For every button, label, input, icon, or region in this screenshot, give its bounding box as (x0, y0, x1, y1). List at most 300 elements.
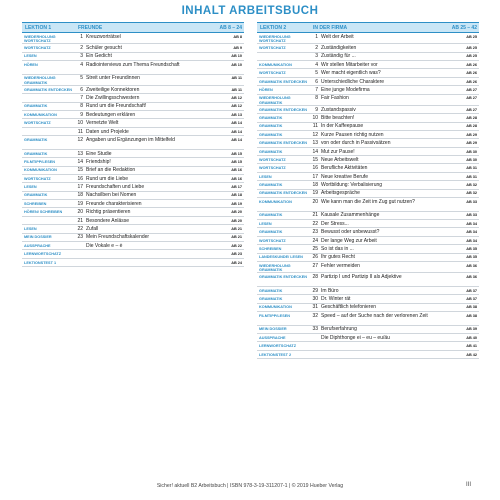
page-ref: AB 17 (231, 185, 242, 190)
page-ref: AB 11 (231, 87, 242, 92)
exercise-title: Berufliche Aktivitäten (321, 165, 368, 172)
exercise-number: 16 (312, 165, 318, 172)
exercise-title: Bitte beachten! (321, 114, 355, 121)
lesson-rows (257, 33, 479, 359)
category-label: KOMMUNIKATION (24, 112, 57, 117)
toc-row (257, 53, 479, 61)
category-label: KOMMUNIKATION (24, 168, 57, 173)
toc-row (22, 150, 244, 158)
page-ref: AB 25 (466, 54, 477, 59)
page-ref: AB 10 (231, 54, 242, 59)
page-ref: AB 34 (466, 221, 477, 226)
exercise-title: Bewusst oder unbewusst? (321, 229, 380, 236)
exercise-number: 7 (80, 94, 83, 101)
page-ref: AB 33 (466, 199, 477, 204)
exercise-number: 5 (80, 75, 83, 82)
toc-row (257, 304, 479, 312)
toc-row (257, 173, 479, 181)
exercise-title: Eine Studie (86, 150, 112, 157)
page-ref: AB 12 (231, 104, 242, 109)
toc-row (257, 228, 479, 236)
exercise-number: 14 (77, 158, 83, 165)
exercise-number: 23 (312, 229, 318, 236)
page-ref: AB 39 (466, 327, 477, 332)
toc-row (22, 111, 244, 119)
exercise-number: 31 (312, 304, 318, 311)
category-label: WORTSCHATZ (24, 121, 51, 126)
exercise-number: 10 (77, 120, 83, 127)
toc-row (257, 131, 479, 139)
category-label: AUSSPRACHE (259, 335, 286, 340)
category-label: GRAMMATIK (24, 104, 48, 109)
category-label: LESEN (259, 174, 272, 179)
category-label: WORTSCHATZ (259, 46, 286, 50)
exercise-title: Zweiteilige Konnektoren (86, 86, 140, 93)
exercise-title: Freundschaften und Liebe (86, 184, 145, 191)
page-ref: AB 15 (231, 151, 242, 156)
exercise-title: Wer macht eigentlich was? (321, 70, 381, 77)
toc-row (22, 136, 244, 150)
category-label: GRAMMATIK ENTDECKEN (259, 79, 308, 84)
page-ref: AB 9 (233, 46, 242, 50)
exercise-number: 18 (312, 182, 318, 189)
page-ref: AB 26 (466, 79, 477, 84)
page-ref: AB 34 (466, 238, 477, 243)
exercise-number: 20 (312, 198, 318, 205)
page-ref: AB 20 (231, 218, 242, 223)
page-ref: AB 40 (466, 335, 477, 340)
right-column (257, 22, 479, 359)
page-ref: AB 29 (466, 141, 477, 146)
category-label: KOMMUNIKATION (259, 62, 292, 67)
page-ref: AB 37 (466, 288, 477, 293)
category-label: GRAMMATIK (259, 149, 283, 154)
category-label: GRAMMATIK ENTDECKEN (259, 107, 308, 112)
toc-row (22, 217, 244, 225)
exercise-title: Zuständigkeiten (321, 45, 357, 51)
exercise-number: 7 (315, 86, 318, 93)
exercise-title: Nachsilben bei Nomen (86, 192, 137, 199)
lesson-rows (22, 33, 244, 267)
exercise-title: Neue Arbeitswelt (321, 156, 359, 163)
exercise-title: Freunde charakterisieren (86, 200, 142, 207)
toc-row (257, 295, 479, 303)
category-label: SCHREIBEN (259, 247, 282, 251)
exercise-number: 20 (77, 209, 83, 216)
category-label: GRAMMATIK (259, 213, 283, 218)
category-label: FILMTIPP/LESEN (24, 159, 56, 164)
exercise-number: 11 (77, 128, 83, 135)
exercise-number: 24 (312, 237, 318, 244)
page-ref: AB 27 (466, 107, 477, 112)
toc-row (257, 156, 479, 164)
page-ref: AB 27 (466, 96, 477, 101)
toc-row (257, 164, 479, 172)
category-label: WORTSCHATZ (259, 166, 286, 171)
exercise-number: 22 (77, 226, 83, 233)
lesson-header (257, 22, 479, 33)
category-label: GRAMMATIK (259, 132, 283, 137)
page-ref: AB 16 (231, 176, 242, 181)
category-label: GRAMMATIK (24, 151, 48, 156)
toc-row (257, 190, 479, 198)
exercise-number: 27 (312, 262, 318, 269)
page-ref: AB 19 (231, 201, 242, 206)
exercise-number: 15 (77, 167, 83, 174)
lesson-topic: IN DER FIRMA (313, 24, 348, 31)
category-label: GRAMMATIK (259, 115, 283, 120)
exercise-title: Eine junge Modefirma (321, 86, 370, 93)
toc-row (257, 123, 479, 131)
category-label: GRAMMATIK (259, 288, 283, 293)
category-label: WORTSCHATZ (259, 238, 286, 243)
page-ref: AB 14 (231, 129, 242, 134)
page-ref: AB 13 (231, 112, 242, 117)
exercise-title: Rund um die Liebe (86, 175, 128, 182)
category-label: WORTSCHATZ (24, 46, 51, 50)
exercise-number: 33 (312, 326, 318, 333)
page-ref: AB 10 (231, 62, 242, 67)
exercise-number: 29 (312, 287, 318, 294)
category-label: KOMMUNIKATION (259, 305, 292, 310)
exercise-title: Mut zur Pause! (321, 148, 355, 155)
exercise-title: Im Büro (321, 287, 339, 294)
toc-row (22, 259, 244, 267)
page-ref: AB 8 (233, 34, 242, 39)
category-label: AUSSPRACHE (24, 243, 51, 248)
category-label: GRAMMATIK ENTDECKEN (24, 87, 73, 92)
toc-row (257, 86, 479, 94)
toc-row (257, 212, 479, 220)
exercise-number: 2 (80, 45, 83, 51)
toc-row (257, 148, 479, 156)
toc-row (257, 334, 479, 342)
category-label: WORTSCHATZ (24, 176, 51, 181)
page-ref: AB 23 (231, 252, 242, 257)
exercise-title: Ihr gutes Recht (321, 254, 355, 261)
exercise-number: 26 (312, 254, 318, 261)
page-ref: AB 38 (466, 305, 477, 310)
page-ref: AB 14 (231, 121, 242, 126)
exercise-title: Zufall (86, 226, 99, 233)
toc-row (22, 94, 244, 102)
toc-row (22, 128, 244, 136)
category-label: LESEN (259, 221, 272, 226)
toc-row (257, 287, 479, 295)
exercise-title: Angaben und Ergänzungen im Mittelfeld (86, 136, 175, 143)
category-label: GRAMMATIK ENTDECKEN (259, 274, 308, 279)
exercise-title: So ist das in ... (321, 246, 354, 252)
exercise-title: Der Stress... (321, 220, 349, 227)
toc-row (257, 106, 479, 114)
category-label: WIEDERHOLUNG GRAMMATIK (24, 76, 56, 85)
toc-row (257, 95, 479, 106)
page-ref: AB 26 (466, 71, 477, 76)
toc-row (22, 103, 244, 111)
lesson-topic: FREUNDE (78, 24, 103, 31)
exercise-number: 17 (77, 184, 83, 191)
page-ref: AB 18 (231, 193, 242, 198)
exercise-number: 21 (312, 212, 318, 219)
page-ref: AB 29 (466, 132, 477, 137)
exercise-number: 3 (315, 53, 318, 60)
exercise-number: 9 (80, 111, 83, 118)
toc-row (257, 351, 479, 359)
category-label: GRAMMATIK (259, 183, 283, 188)
toc-row (22, 158, 244, 166)
exercise-title: Speed – auf der Suche nach der verlorenen Zeit (321, 312, 428, 319)
exercise-number: 5 (315, 70, 318, 77)
toc-row (257, 245, 479, 253)
exercise-number: 4 (315, 61, 318, 68)
page-ref: AB 32 (466, 183, 477, 188)
toc-row (257, 273, 479, 287)
page-ref: AB 33 (466, 213, 477, 218)
exercise-title: Friendship! (86, 158, 111, 165)
exercise-title: Berufserfahrung (321, 326, 357, 333)
exercise-number: 22 (312, 220, 318, 227)
category-label: WIEDERHOLUNG WORTSCHATZ (259, 34, 291, 43)
page-ref: AB 35 (466, 247, 477, 251)
exercise-title: Die Vokale e – ė (86, 242, 123, 249)
page-ref: AB 36 (466, 274, 477, 279)
toc-row (22, 192, 244, 200)
exercise-title: Kreuzworträtsel (86, 33, 121, 40)
exercise-title: Vernetzte Welt (86, 120, 119, 127)
category-label: MEIN DOSSIER (259, 327, 287, 332)
lesson-header (22, 22, 244, 33)
exercise-number: 28 (312, 273, 318, 280)
toc-row (22, 183, 244, 191)
category-label: GRAMMATIK (24, 193, 48, 198)
category-label: WORTSCHATZ (259, 157, 286, 162)
exercise-number: 8 (315, 95, 318, 102)
page-ref: AB 25 (466, 46, 477, 50)
exercise-title: Kausale Zusammenhänge (321, 212, 380, 219)
exercise-title: von oder durch in Passivsätzen (321, 140, 391, 147)
toc-row (22, 175, 244, 183)
toc-row (22, 242, 244, 250)
exercise-number: 3 (80, 53, 83, 60)
exercise-title: Neue kreative Berufe (321, 173, 368, 180)
toc-row (22, 167, 244, 175)
toc-row (257, 342, 479, 350)
lesson-number: LEKTION 2 (260, 24, 287, 31)
page-ref: AB 35 (466, 255, 477, 260)
exercise-title: Welt der Arbeit (321, 33, 354, 40)
category-label: LERNWORTSCHATZ (24, 252, 62, 257)
exercise-title: Brief an die Redaktion (86, 167, 136, 174)
category-label: HÖREN (24, 62, 38, 67)
toc-row (22, 53, 244, 61)
category-label: KOMMUNIKATION (259, 199, 292, 204)
exercise-number: 1 (315, 33, 318, 40)
exercise-title: Daten und Projekte (86, 128, 129, 135)
page-ref: AB 20 (231, 210, 242, 215)
toc-row (257, 181, 479, 189)
exercise-title: Partizip I und Partizip II als Adjektive (321, 273, 402, 280)
page-ref: AB 37 (466, 296, 477, 301)
exercise-title: Wie kann man die Zeit im Zug gut nutzen? (321, 198, 415, 205)
exercise-number: 32 (312, 312, 318, 319)
exercise-number: 11 (312, 123, 318, 130)
category-label: GRAMMATIK (259, 296, 283, 301)
exercise-title: Arbeitsgespräche (321, 190, 360, 197)
page-ref: AB 12 (231, 95, 242, 100)
exercise-number: 10 (312, 114, 318, 121)
exercise-number: 21 (77, 217, 83, 224)
exercise-number: 19 (77, 200, 83, 207)
toc-row (257, 61, 479, 69)
page-ref: AB 16 (231, 168, 242, 173)
toc-row (257, 220, 479, 228)
page-ref: AB 31 (466, 166, 477, 171)
toc-row (257, 237, 479, 245)
exercise-title: Der lange Weg zur Arbeit (321, 237, 377, 244)
exercise-title: Zustandspassiv (321, 106, 356, 113)
category-label: GRAMMATIK (24, 137, 48, 142)
category-label: LERNWORTSCHATZ (259, 344, 297, 349)
toc-row (257, 69, 479, 77)
exercise-number: 6 (80, 86, 83, 93)
toc-row (257, 44, 479, 52)
category-label: WIEDERHOLUNG WORTSCHATZ (24, 34, 56, 43)
page-ref: AB 30 (466, 157, 477, 162)
category-label: MEIN DOSSIER (24, 235, 52, 240)
lesson-pages: AB 8 – 24 (219, 24, 242, 31)
exercise-title: Radiointerviews zum Thema Freundschaft (86, 61, 180, 68)
toc-row (22, 234, 244, 242)
category-label: HÖREN (259, 87, 273, 92)
toc-row (22, 119, 244, 127)
page-ref: AB 34 (466, 230, 477, 235)
page-ref: AB 11 (231, 76, 242, 81)
exercise-number: 15 (312, 156, 318, 163)
page-ref: AB 27 (466, 87, 477, 92)
exercise-title: Dr. Winter rät (321, 295, 351, 302)
footer-imprint: Sicher! aktuell B2 Arbeitsbuch | ISBN 978-3-19-311207-1 | © 2019 Hueber Verlag (156, 483, 344, 489)
page-ref: AB 28 (466, 124, 477, 129)
page-ref: AB 32 (466, 191, 477, 196)
category-label: WIEDERHOLUNG GRAMMATIK (259, 263, 291, 272)
exercise-number: 1 (80, 33, 83, 40)
toc-row (22, 225, 244, 233)
exercise-title: Fehler vermeiden (321, 262, 360, 269)
page-ref: AB 26 (466, 62, 477, 67)
toc-row (257, 312, 479, 326)
page-ref: AB 36 (466, 263, 477, 268)
category-label: LEKTIONSTEST 1 (24, 260, 57, 265)
page-ref: AB 22 (231, 243, 242, 248)
exercise-number: 12 (312, 131, 318, 138)
exercise-title: Bedeutungen erklären (86, 111, 136, 118)
page-ref: AB 31 (466, 174, 477, 179)
exercise-number: 17 (312, 173, 318, 180)
exercise-title: Die Zwillingsschwestern (86, 94, 140, 101)
exercise-title: Geschäftlich telefonieren (321, 304, 377, 311)
page-ref: AB 38 (466, 313, 477, 318)
toc-row (257, 326, 479, 334)
toc-row (22, 33, 244, 44)
exercise-number: 6 (315, 78, 318, 85)
exercise-number: 13 (77, 150, 83, 157)
toc-row (257, 114, 479, 122)
page-ref: AB 24 (231, 260, 242, 265)
category-label: GRAMMATIK ENTDECKEN (259, 141, 308, 146)
exercise-title: Wortbildung: Verbalisierung (321, 182, 383, 189)
category-label: WIEDERHOLUNG GRAMMATIK (259, 96, 291, 105)
exercise-number: 12 (77, 136, 83, 143)
category-label: LESEN (24, 185, 37, 190)
category-label: GRAMMATIK (259, 124, 283, 129)
exercise-title: Mein Freundschaftskalender (86, 234, 150, 241)
page-ref: AB 14 (231, 137, 242, 142)
category-label: LEKTIONSTEST 2 (259, 352, 292, 357)
toc-row (257, 78, 479, 86)
exercise-number: 4 (80, 61, 83, 68)
exercise-number: 16 (77, 175, 83, 182)
category-label: HÖREN/ SCHREIBEN (24, 210, 63, 215)
category-label: FILMTIPP/LESEN (259, 313, 291, 318)
category-label: GRAMMATIK ENTDECKEN (259, 191, 308, 196)
toc-row (22, 208, 244, 216)
exercise-title: Ein Gedicht (86, 53, 112, 60)
exercise-title: Kurze Pausen richtig nutzen (321, 131, 384, 138)
exercise-title: Die Diphthonge ei – eu – eu/äu (321, 334, 390, 341)
exercise-title: Besondere Anlässe (86, 217, 130, 224)
lesson-number: LEKTION 1 (25, 24, 52, 31)
toc-row (257, 262, 479, 273)
exercise-title: Rund um die Freundschaft! (86, 103, 147, 110)
category-label: LESEN (24, 54, 37, 59)
exercise-number: 23 (77, 234, 83, 241)
exercise-title: Schüler gesucht (86, 45, 122, 51)
category-label: SCHREIBEN (24, 201, 47, 206)
page-ref: AB 30 (466, 149, 477, 154)
left-column (22, 22, 244, 267)
page-ref: AB 15 (231, 159, 242, 164)
exercise-title: Wir stellen Mitarbeiter vor (321, 61, 378, 68)
page-ref: AB 42 (466, 352, 477, 357)
toc-row (22, 61, 244, 75)
exercise-title: Streit unter Freundinnen (86, 75, 140, 82)
exercise-number: 9 (315, 106, 318, 113)
category-label: GRAMMATIK (259, 230, 283, 235)
page-ref: AB 25 (466, 34, 477, 39)
page-ref: AB 21 (231, 235, 242, 240)
exercise-title: Fair Fashion (321, 95, 349, 102)
page-ref: AB 21 (231, 227, 242, 232)
page-ref: AB 28 (466, 115, 477, 120)
exercise-number: 19 (312, 190, 318, 197)
exercise-number: 30 (312, 295, 318, 302)
exercise-title: In der Kaffeepause (321, 123, 364, 130)
exercise-title: Unterschiedliche Charaktere (321, 78, 385, 85)
category-label: LESEN (24, 227, 37, 232)
exercise-number: 13 (312, 140, 318, 147)
page-title: INHALT ARBEITSBUCH (181, 5, 319, 17)
page-number: III (466, 482, 472, 488)
toc-row (22, 250, 244, 258)
exercise-number: 8 (80, 103, 83, 110)
exercise-number: 2 (315, 45, 318, 51)
exercise-number: 25 (312, 246, 318, 252)
toc-row (22, 86, 244, 94)
exercise-title: Richtig präsentieren (86, 209, 131, 216)
toc-row (257, 198, 479, 212)
exercise-number: 18 (77, 192, 83, 199)
category-label: WORTSCHATZ (259, 71, 286, 76)
